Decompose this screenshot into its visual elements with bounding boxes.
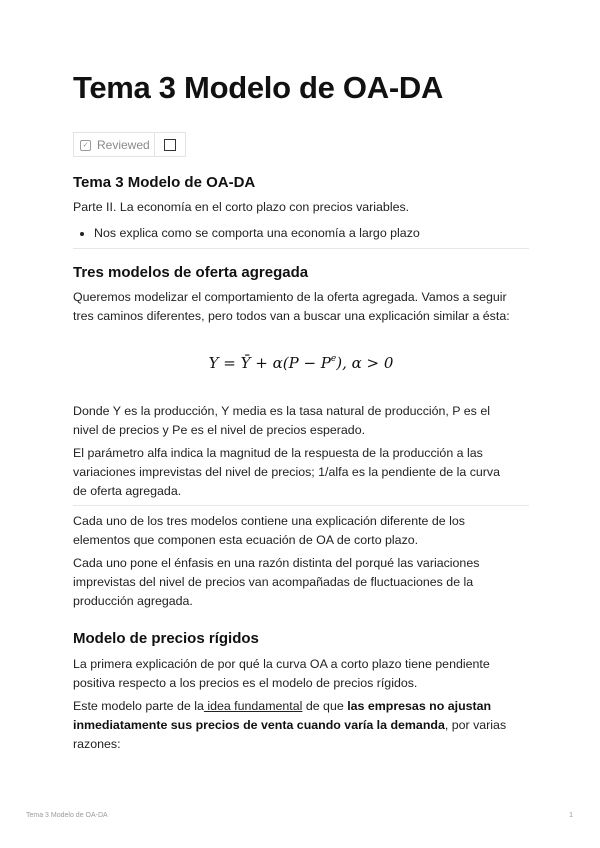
underlined-text: idea fundamental: [203, 699, 303, 713]
bold-text: las empresas no ajustan: [347, 699, 492, 713]
paragraph-line: El parámetro alfa indica la magnitud de la respuesta de la producción a las: [73, 446, 483, 460]
paragraph-line: La primera explicación de por qué la curva OA a corto plazo tiene pendiente: [73, 657, 490, 671]
paragraph-line: producción agregada.: [73, 594, 193, 608]
paragraph-line: nivel de precios y Pe es el nivel de precios esperado.: [73, 423, 366, 437]
section-heading-tema3: Tema 3 Modelo de OA-DA: [73, 174, 256, 191]
page-title: Tema 3 Modelo de OA-DA: [73, 70, 444, 105]
paragraph-line: Queremos modelizar el comportamiento de la oferta agregada. Vamos a seguir: [73, 290, 507, 304]
paragraph-line: de oferta agregada.: [73, 484, 182, 498]
equation-superscript: e: [330, 354, 337, 364]
page-number: 1: [569, 812, 573, 819]
property-name: [74, 133, 155, 156]
equation-rhs: ), α > 0: [336, 354, 394, 372]
reviewed-checkbox[interactable]: [164, 139, 176, 151]
paragraph-line: tres caminos diferentes, pero todos van a buscar una explicación similar a ésta:: [73, 309, 510, 323]
intro-paragraph: Parte II. La economía en el corto plazo con precios variables.: [73, 200, 410, 214]
text-run: Este modelo parte de la: [73, 699, 204, 713]
reviewed-property: [73, 132, 186, 157]
paragraph-line: elementos que componen esta ecuación de OA de corto plazo.: [73, 533, 419, 547]
paragraph-line: variaciones imprevistas del nivel de precios; 1/alfa es la pendiente de la curva: [73, 465, 501, 479]
paragraph-line: Donde Y es la producción, Y media es la tasa natural de producción, P es el: [73, 404, 490, 418]
bullet-dot: [80, 232, 84, 236]
property-value[interactable]: [155, 133, 185, 156]
paragraph-line: razones:: [73, 737, 121, 751]
paragraph-line: positiva respecto a los precios es el modelo de precios rígidos.: [73, 676, 418, 690]
footer-title: Tema 3 Modelo de OA-DA: [26, 812, 108, 819]
paragraph-line: [73, 716, 529, 735]
text-run: de que: [302, 699, 348, 713]
section-heading-tres-modelos: Tres modelos de oferta agregada: [73, 264, 309, 281]
paragraph-line: Cada uno pone el énfasis en una razón distinta del porqué las variaciones: [73, 556, 480, 570]
equation: [73, 354, 529, 372]
divider: [73, 248, 529, 249]
equation-lhs: Y = Ȳ + α(P − P: [208, 354, 331, 372]
divider: [73, 505, 529, 506]
bold-text: inmediatamente sus precios de venta cuando varía la demanda: [73, 718, 445, 732]
text-run: , por varias: [444, 718, 507, 732]
paragraph-line: Cada uno de los tres modelos contiene una explicación diferente de los: [73, 514, 465, 528]
checkbox-property-icon: ✓: [80, 140, 91, 151]
paragraph-line: [73, 697, 529, 716]
paragraph-line: imprevistas del nivel de precios van acompañadas de fluctuaciones de la: [73, 575, 474, 589]
property-label: Reviewed: [97, 137, 150, 152]
list-item-text: Nos explica como se comporta una economía a largo plazo: [94, 226, 420, 240]
section-heading-precios-rigidos: Modelo de precios rígidos: [73, 630, 259, 647]
